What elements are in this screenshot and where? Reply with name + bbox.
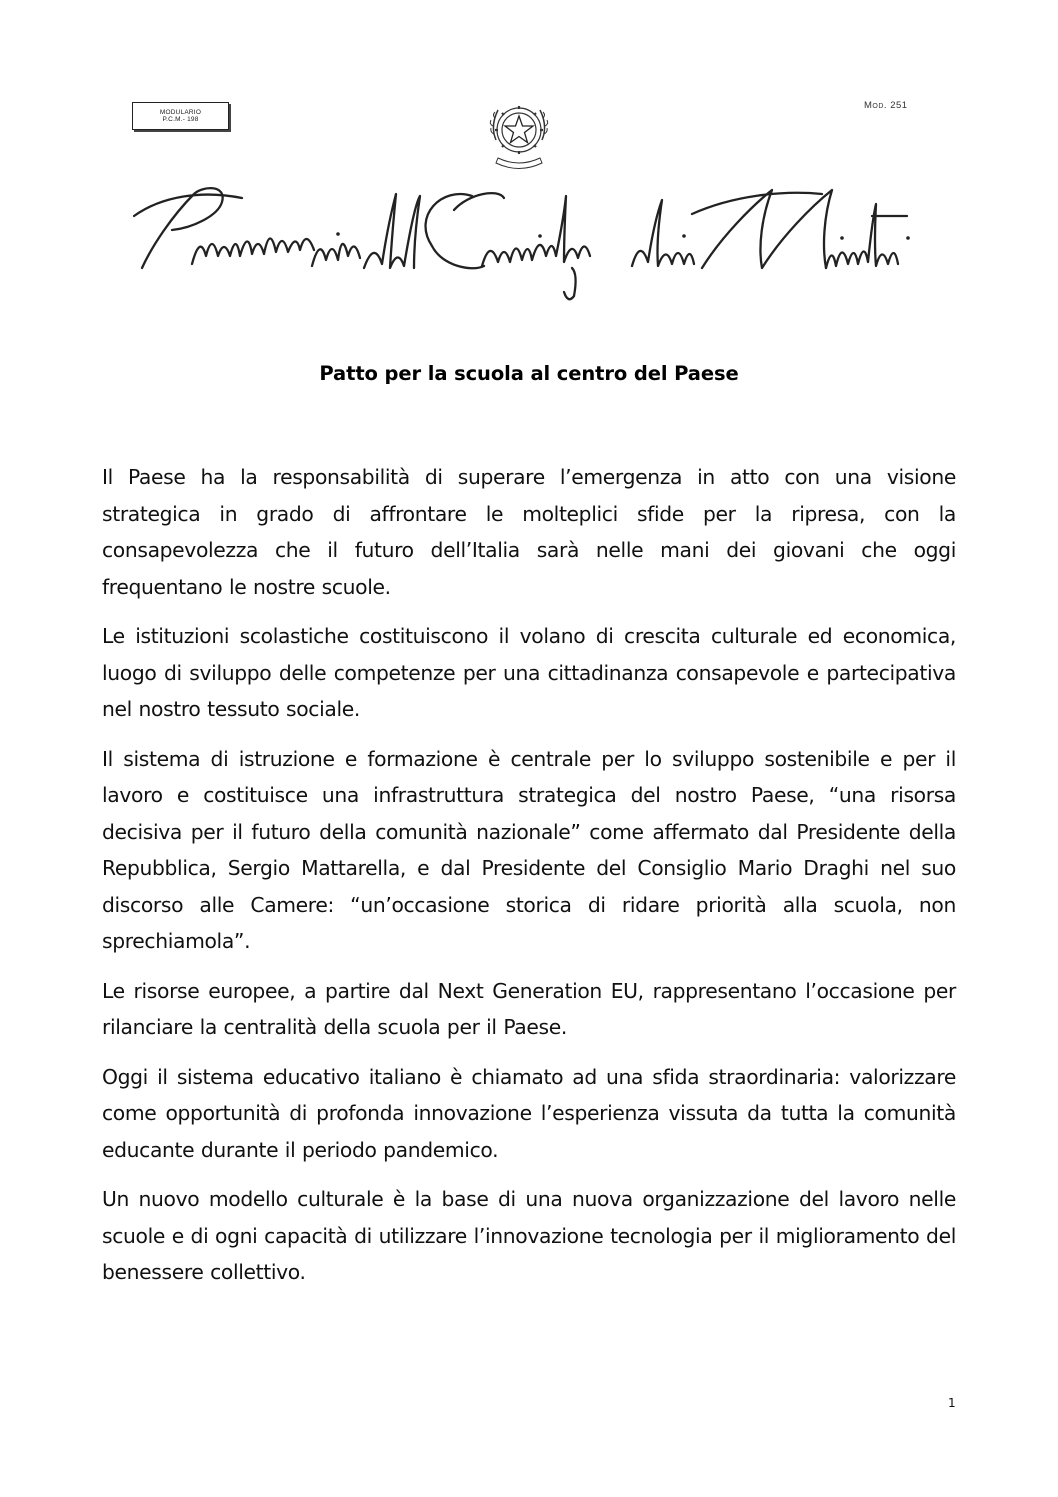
form-code: Mod. 251 (864, 100, 908, 111)
paragraph-3: Il sistema di istruzione e formazione è centrale per lo sviluppo sostenibile e per il lavoro e costituisce una infrastruttura strategica del nostro Paese, “una risorsa decisiva per il futuro della comunità nazionale” come affermato dal Presidente della Repubblica, Sergio Mattarella, e dal Presidente del Consiglio Mario Draghi nel suo discorso alle Camere: “un’occasione storica di ridare priorità alla scuola, non sprechiamola”. (102, 746, 956, 953)
document-body (102, 459, 956, 1304)
paragraph-6: Un nuovo modello culturale è la base di una nuova organizzazione del lavoro nelle scuole e di ogni capacità di utilizzare l’innovazione tecnologia per il miglioramento del benessere collettivo. (102, 1187, 956, 1284)
paragraph-1: Il Paese ha la responsabilità di superare l’emergenza in atto con una visione strategica in grado di affrontare le molteplici sfide per la ripresa, con la consapevolezza che il futuro dell’Italia sarà nelle mani dei giovani che oggi frequentano le nostre scuole. (102, 465, 956, 599)
emblem-icon (482, 96, 556, 178)
modulario-line-2: P.C.M.- 198 (162, 116, 199, 123)
modulario-line-1: MODULARIO (159, 109, 202, 116)
paragraph-2: Le istituzioni scolastiche costituiscono il volano di crescita culturale ed economica, luogo di sviluppo delle competenze per una cittadinanza consapevole e partecipativa nel nostro tessuto sociale. (102, 624, 956, 721)
modulario-stamp (132, 102, 229, 130)
document-title: Patto per la scuola al centro del Paese (319, 362, 739, 385)
page-number: 1 (948, 1396, 956, 1410)
paragraph-4: Le risorse europee, a partire dal Next Generation EU, rappresentano l’occasione per rilanciare la centralità della scuola per il Paese. (102, 978, 956, 1039)
signature-logo-icon (132, 176, 922, 306)
paragraph-5: Oggi il sistema educativo italiano è chiamato ad una sfida straordinaria: valorizzare come opportunità di profonda innovazione l’esperienza vissuta da tutta la comunità educante durante il periodo pandemico. (102, 1064, 956, 1162)
